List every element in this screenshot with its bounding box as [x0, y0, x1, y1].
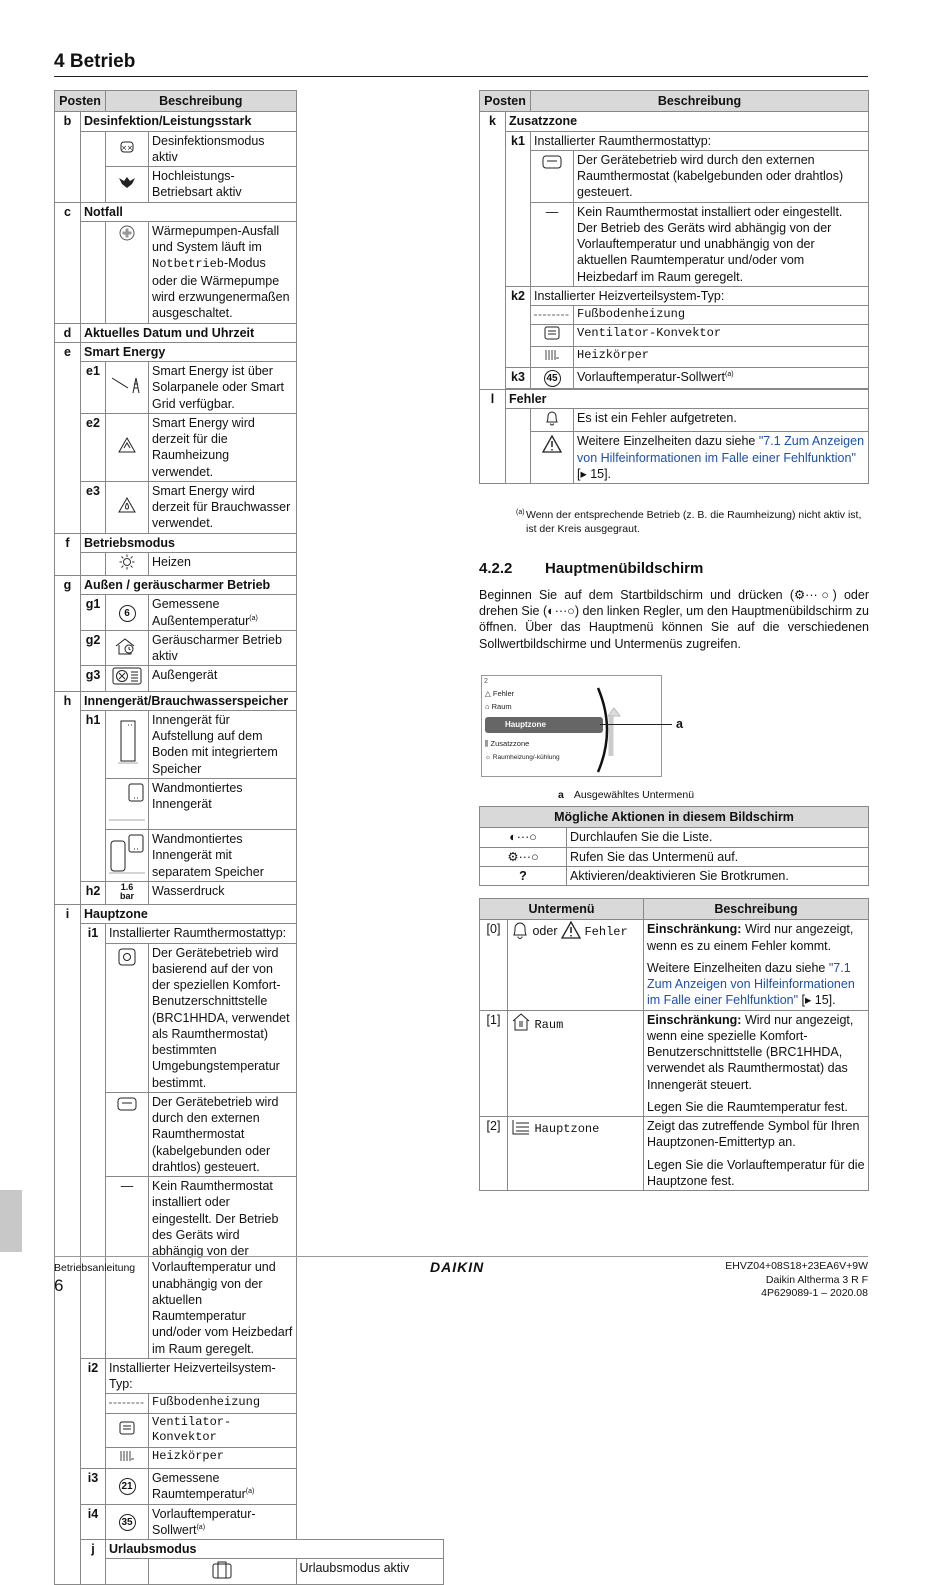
- row-text: Vorlauftemperatur-Sollwert$^{(a)}$: [574, 367, 869, 388]
- row-text: Wandmontiertes Innengerät mit separatem Speicher: [149, 830, 297, 882]
- row-text: Ventilator-Konvektor: [149, 1413, 297, 1447]
- footnote-mark: (a): [516, 509, 525, 516]
- sub-id: h2: [81, 881, 106, 904]
- sub-id: g2: [81, 630, 106, 666]
- section-heading: Aktuelles Datum und Uhrzeit: [81, 323, 297, 342]
- section-heading: Innengerät/Brauchwasserspeicher: [81, 691, 297, 710]
- row-text: Ventilator-Konvektor: [574, 325, 869, 346]
- col-submenu-header: Untermenü: [480, 899, 644, 920]
- row-text: Kein Raumthermostat installiert oder eingestellt. Der Betrieb des Geräts wird abhängig von der Vorlauftemperatur und unabhängig von der aktuellen Raumtemperatur und/oder vom Heizbedarf im Raum geregelt.: [574, 202, 869, 286]
- section-heading: Fehler: [506, 389, 869, 408]
- right-item-table: [479, 90, 869, 484]
- screen-item-fehler: △ Fehler: [485, 689, 515, 698]
- col-item-header: Posten: [55, 91, 106, 112]
- row-text: Weitere Einzelheiten dazu siehe "7.1 Zum Anzeigen von Hilfeinformationen im Falle einer Fehlfunktion" [▸ 15].: [574, 432, 869, 484]
- bell-icon: [511, 921, 529, 939]
- radiator-icon: [531, 346, 574, 367]
- row-text: Heizkörper: [149, 1447, 297, 1468]
- underfloor-heating-icon: [531, 306, 574, 325]
- manual-link[interactable]: "7.1 Zum Anzeigen von Hilfeinformationen im Falle einer Fehlfunktion": [577, 434, 865, 465]
- holiday-icon: [149, 1559, 297, 1585]
- col-desc-header: Beschreibung: [531, 91, 869, 112]
- row-text: Smart Energy wird derzeit für die Raumheizung verwendet.: [149, 413, 297, 481]
- sub-title: Installierter Heizverteilsystem-Typ:: [106, 1358, 297, 1394]
- selector-arc-icon: [594, 686, 624, 774]
- sub-id: h1: [81, 710, 106, 881]
- sub-title: Installierter Raumthermostattyp:: [106, 924, 297, 943]
- no-thermostat-icon: —: [106, 1177, 149, 1359]
- outdoor-temp-icon: 6: [119, 605, 136, 622]
- sub-id: k1: [506, 131, 531, 286]
- daikin-logo: DAIKIN: [430, 1259, 485, 1275]
- section-heading: Smart Energy: [81, 342, 297, 361]
- sub-title: Installierter Raumthermostattyp:: [531, 131, 869, 150]
- screen-page-number: 2: [484, 678, 488, 685]
- item-letter: c: [55, 202, 81, 323]
- submenu-name-cell: oder Fehler: [508, 920, 644, 1010]
- manual-link[interactable]: "7.1 Zum Anzeigen von Hilfeinformationen im Falle einer Fehlfunktion": [647, 960, 855, 1008]
- no-thermostat-icon: —: [531, 202, 574, 286]
- callout-label: a: [676, 717, 683, 731]
- row-text: Der Gerätebetrieb wird durch den externen Raumthermostat (kabelgebunden oder drahtlos) gesteuert.: [149, 1092, 297, 1176]
- row-text: Gemessene Außentemperatur$^{(a)}$: [149, 595, 297, 631]
- sub-id: e3: [81, 481, 106, 533]
- sub-id: k2: [506, 286, 531, 367]
- row-text: Der Gerätebetrieb wird durch den externen Raumthermostat (kabelgebunden oder drahtlos) gesteuert.: [574, 150, 869, 202]
- row-text: Urlaubsmodus aktiv: [296, 1559, 444, 1585]
- item-letter: g: [55, 576, 81, 692]
- row-text: Wandmontiertes Innengerät: [149, 778, 297, 829]
- side-tab: [0, 1190, 22, 1252]
- sub-id: i3: [81, 1469, 106, 1505]
- row-text: Es ist ein Fehler aufgetreten.: [574, 409, 869, 432]
- warning-icon: [531, 432, 574, 484]
- row-text: Wasserdruck: [149, 881, 297, 904]
- fan-convector-icon: [106, 1413, 149, 1447]
- section-heading: Urlaubsmodus: [106, 1540, 444, 1559]
- wall-mounted-unit-icon: [106, 778, 149, 829]
- emergency-icon: [106, 221, 149, 323]
- row-text: Smart Energy ist über Solarpanele oder Smart Grid verfügbar.: [149, 362, 297, 414]
- water-pressure-icon: 1.6 bar: [106, 881, 149, 904]
- actions-header: Mögliche Aktionen in diesem Bildschirm: [480, 807, 869, 828]
- floor-standing-unit-icon: [106, 710, 149, 778]
- row-text: Kein Raumthermostat installiert oder eingestellt. Der Betrieb des Geräts wird abhängig von der Vorlauftemperatur und unabhängig von der aktuellen Raumtemperatur und/oder vom Heizbedarf im Raum geregelt.: [149, 1177, 297, 1359]
- submenu-name-cell: Raum: [508, 1010, 644, 1117]
- section-heading: Hauptzone: [81, 905, 297, 924]
- press-dial-icon: ⚙···○: [480, 847, 567, 866]
- row-text: Innengerät für Aufstellung auf dem Boden mit integriertem Speicher: [149, 710, 297, 778]
- sun-heating-icon: [106, 552, 149, 575]
- row-text: Gemessene Raumtemperatur$^{(a)}$: [149, 1469, 297, 1505]
- section-paragraph: Beginnen Sie auf dem Startbildschirm und drücken (⚙···○) oder drehen Sie (◐···○) den linken Regler, um den Hauptmenübildschirm zu öffnen. Über das Hauptmenü können Sie auf die verschiedenen Sollwertbildschirme und Untermenüs zugreifen.: [479, 588, 869, 651]
- row-text: Heizen: [149, 552, 297, 575]
- action-text: Rufen Sie das Untermenü auf.: [567, 847, 869, 866]
- submenu-index: [1]: [480, 1010, 508, 1117]
- footer-model-info: EHVZ04+08S18+23EA6V+9W Daikin Altherma 3 R F 4P629089-1 – 2020.08: [725, 1260, 868, 1300]
- screen-item-zusatzzone: ⫼ Zusatzzone: [485, 739, 530, 748]
- footnote: Wenn der entsprechende Betrieb (z. B. die Raumheizung) nicht aktiv ist, ist der Kreis ausgegraut.: [526, 509, 862, 536]
- sub-id: g1: [81, 595, 106, 631]
- room-temp-icon: 21: [119, 1478, 136, 1495]
- external-thermostat-icon: [106, 1092, 149, 1176]
- sub-id: i1: [81, 924, 106, 1359]
- row-text: Hochleistungs-Betriebsart aktiv: [149, 167, 297, 203]
- col-desc-header: Beschreibung: [106, 91, 297, 112]
- screen-item-raumheizung: ☼ Raumheizung/-kühlung: [485, 754, 560, 761]
- item-letter: j: [81, 1540, 106, 1585]
- section-number: 4.2.2: [479, 560, 513, 577]
- section-heading: Betriebsmodus: [81, 533, 297, 552]
- section-heading: Notfall: [81, 202, 297, 221]
- comfort-ui-thermostat-icon: [106, 943, 149, 1092]
- item-letter: e: [55, 342, 81, 533]
- section-heading: Außen / geräuscharmer Betrieb: [81, 576, 297, 595]
- footer-rule: [54, 1256, 868, 1257]
- sub-id: i2: [81, 1358, 106, 1468]
- row-text: Heizkörper: [574, 346, 869, 367]
- sub-id: g3: [81, 666, 106, 691]
- item-letter: f: [55, 533, 81, 576]
- section-title: Hauptmenübildschirm: [545, 560, 704, 577]
- action-text: Aktivieren/deaktivieren Sie Brotkrumen.: [567, 866, 869, 885]
- chapter-title: 4 Betrieb: [54, 51, 136, 72]
- fan-convector-icon: [531, 325, 574, 346]
- submenu-index: [0]: [480, 920, 508, 1010]
- screen-item-raum: ⌂ Raum: [485, 702, 512, 711]
- submenu-desc: Zeigt das zutreffende Symbol für Ihren Hauptzonen-Emittertyp an. Legen Sie die Vorlauftemperatur für die Hauptzone fest.: [644, 1117, 869, 1191]
- wall-unit-with-tank-icon: [106, 830, 149, 882]
- main-zone-icon: [511, 1118, 531, 1136]
- warning-icon: [561, 921, 581, 939]
- disinfection-icon: [106, 131, 149, 167]
- item-letter: d: [55, 323, 81, 342]
- row-text: Wärmepumpen-Ausfall und System läuft im Notbetrieb-Modus oder die Wärmepumpe wird erzwungenermaßen ausgeschaltet.: [149, 221, 297, 323]
- row-text: Vorlauftemperatur-Sollwert$^{(a)}$: [149, 1504, 297, 1540]
- smart-energy-heating-icon: [106, 413, 149, 481]
- sub-id: e2: [81, 413, 106, 481]
- item-letter: k: [480, 112, 506, 390]
- underfloor-heating-icon: [106, 1394, 149, 1413]
- row-text: Der Gerätebetrieb wird basierend auf der von der speziellen Komfort-Benutzerschnittstelle (BRC1HHDA, verwendet als Raumthermostat) bestimmten Umgebungstemperatur bestimmt.: [149, 943, 297, 1092]
- svg-text:××: ××: [121, 143, 133, 152]
- leaving-water-setpoint-icon: 35: [119, 1514, 136, 1531]
- page-number: 6: [54, 1276, 64, 1295]
- help-icon: ?: [480, 866, 567, 885]
- bell-icon: [531, 409, 574, 432]
- item-letter: i: [55, 905, 81, 1585]
- sub-id: e1: [81, 362, 106, 414]
- sub-title: Installierter Heizverteilsystem-Typ:: [531, 286, 869, 305]
- item-letter: l: [480, 389, 506, 483]
- col-item-header: Posten: [480, 91, 531, 112]
- rotate-dial-icon: ◐···○: [480, 828, 567, 847]
- row-text: Fußbodenheizung: [574, 306, 869, 325]
- row-text: Fußbodenheizung: [149, 1394, 297, 1413]
- chapter-rule: [54, 76, 868, 77]
- sub-id: i4: [81, 1504, 106, 1540]
- action-text: Durchlaufen Sie die Liste.: [567, 828, 869, 847]
- quiet-mode-icon: [106, 630, 149, 666]
- screen-item-hauptzone-selected: Hauptzone: [485, 717, 603, 733]
- col-desc-header: Beschreibung: [644, 899, 869, 920]
- callout-line: [600, 724, 672, 725]
- outdoor-unit-icon: [106, 666, 149, 691]
- powerful-icon: [106, 167, 149, 203]
- left-item-table: [54, 90, 444, 1585]
- screen-legend: a Ausgewähltes Untermenü: [558, 789, 695, 801]
- row-text: Smart Energy wird derzeit für Brauchwasser verwendet.: [149, 481, 297, 533]
- main-menu-screenshot: [481, 675, 662, 777]
- submenu-table: [479, 898, 869, 1191]
- radiator-icon: [106, 1447, 149, 1468]
- submenu-desc: Einschränkung: Wird nur angezeigt, wenn eine spezielle Komfort-Benutzerschnittstelle (BRC1HHDA, verwendet als Raumthermostat) das Innengerät steuert. Legen Sie die Raumtemperatur fest.: [644, 1010, 869, 1117]
- row-text: Desinfektionsmodus aktiv: [149, 131, 297, 167]
- submenu-index: [2]: [480, 1117, 508, 1191]
- section-heading: Zusatzzone: [506, 112, 869, 131]
- row-text: Außengerät: [149, 666, 297, 691]
- smart-energy-water-icon: [106, 481, 149, 533]
- item-letter: h: [55, 691, 81, 905]
- item-letter: b: [55, 112, 81, 202]
- room-house-icon: [511, 1012, 531, 1032]
- external-thermostat-icon: [531, 150, 574, 202]
- actions-table: [479, 806, 869, 886]
- section-heading: Desinfektion/Leistungsstark: [81, 112, 297, 131]
- submenu-name-cell: Hauptzone: [508, 1117, 644, 1191]
- row-text: Geräuscharmer Betrieb aktiv: [149, 630, 297, 666]
- sub-id: k3: [506, 367, 531, 388]
- footer-doc-type: Betriebsanleitung: [54, 1262, 136, 1274]
- submenu-desc: Einschränkung: Wird nur angezeigt, wenn es zu einem Fehler kommt. Weitere Einzelheiten dazu siehe "7.1 Zum Anzeigen von Hilfeinformationen im Falle einer Fehlfunktion" [▸ 15].: [644, 920, 869, 1010]
- smart-grid-icon: [106, 362, 149, 414]
- leaving-water-setpoint-icon: 45: [544, 370, 561, 387]
